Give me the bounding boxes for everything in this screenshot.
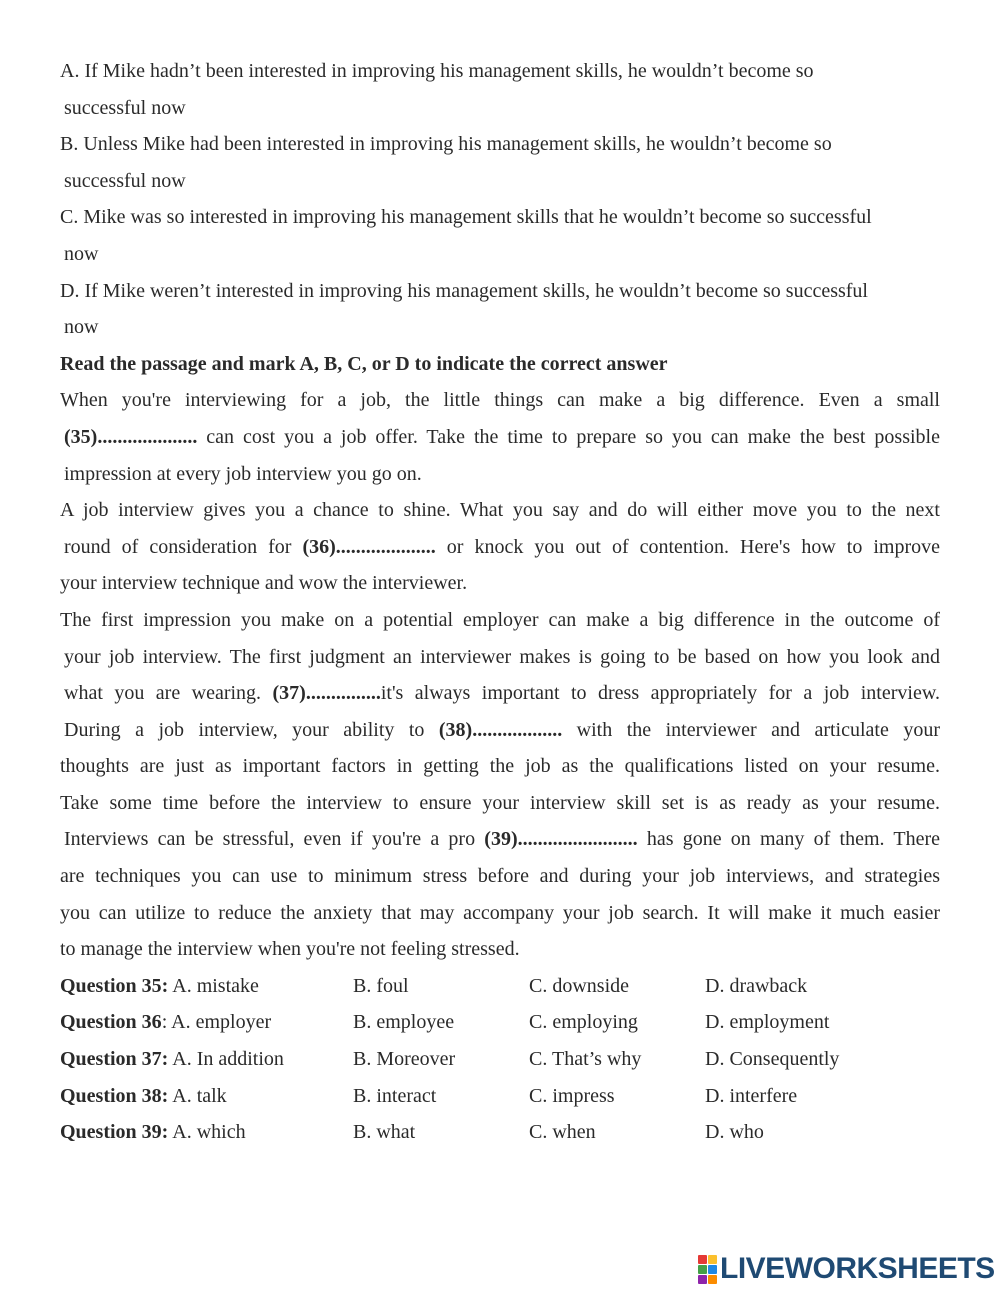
passage-line: thoughts are just as important factors in getting the job as the qualifications listed on your resume. bbox=[60, 755, 940, 778]
answer-d[interactable]: D. employment bbox=[705, 1011, 830, 1034]
question-label: Question 39: bbox=[60, 1121, 169, 1144]
answer-a[interactable]: A. mistake bbox=[172, 974, 259, 997]
passage-line: your interview technique and wow the interviewer. bbox=[60, 572, 468, 595]
blank-39: (39)........................ bbox=[484, 828, 638, 851]
passage-line: are techniques you can use to minimum stress before and during your job interviews, and strategies bbox=[60, 865, 940, 888]
option-b-line2: successful now bbox=[64, 169, 186, 192]
instruction-heading: Read the passage and mark A, B, C, or D to indicate the correct answer bbox=[60, 352, 668, 375]
answer-c[interactable]: C. when bbox=[529, 1121, 596, 1144]
answer-b[interactable]: B. foul bbox=[353, 974, 409, 997]
passage-line: A job interview gives you a chance to shine. What you say and do will either move you to the next bbox=[60, 499, 940, 522]
passage-line: to manage the interview when you're not feeling stressed. bbox=[60, 938, 520, 961]
option-b-line1: B. Unless Mike had been interested in improving his management skills, he wouldn’t become so bbox=[60, 133, 832, 156]
answer-a[interactable]: A. employer bbox=[171, 1011, 272, 1034]
option-c-line1: C. Mike was so interested in improving his management skills that he wouldn’t become so successful bbox=[60, 206, 872, 229]
option-a-line1: A. If Mike hadn’t been interested in improving his management skills, he wouldn’t become so bbox=[60, 60, 814, 82]
answer-c[interactable]: C. downside bbox=[529, 974, 629, 997]
answer-b[interactable]: B. interact bbox=[353, 1084, 437, 1107]
answer-a[interactable]: A. talk bbox=[172, 1084, 227, 1107]
answer-c[interactable]: C. That’s why bbox=[529, 1048, 642, 1071]
question-36-row: Question 36: A. employer B. employee C. employing D. employment bbox=[60, 1004, 940, 1041]
passage-line: The first impression you make on a potential employer can make a big difference in the outcome of bbox=[60, 608, 940, 631]
option-c-line2: now bbox=[64, 242, 99, 265]
answer-c[interactable]: C. employing bbox=[529, 1011, 638, 1034]
question-35-row bbox=[60, 968, 940, 1005]
logo-square bbox=[698, 1275, 707, 1284]
answer-b[interactable]: B. employee bbox=[353, 1011, 455, 1034]
blank-35: (35).................... bbox=[64, 425, 198, 448]
answer-d[interactable]: D. interfere bbox=[705, 1084, 798, 1107]
answer-d[interactable]: D. who bbox=[705, 1121, 764, 1144]
option-d-line1: D. If Mike weren’t interested in improving his management skills, he wouldn’t become so successful bbox=[60, 279, 868, 302]
question-39-row bbox=[60, 1114, 940, 1151]
passage-line: Interviews can be stressful, even if you're a pro (39)........................ has gone on many of them. There bbox=[64, 828, 940, 851]
passage-line: During a job interview, your ability to (38).................. with the interviewer and articulate your bbox=[64, 718, 940, 741]
question-37-row bbox=[60, 1041, 940, 1078]
answer-a[interactable]: A. In addition bbox=[172, 1048, 284, 1071]
passage-line: your job interview. The first judgment an interviewer makes is going to be based on how you look and bbox=[64, 645, 940, 668]
question-label: Question 36 bbox=[60, 1011, 162, 1034]
logo-text: LIVEWORKSHEETS bbox=[720, 1252, 995, 1285]
passage-line: you can utilize to reduce the anxiety that may accompany your job search. It will make it much easier bbox=[60, 901, 940, 924]
logo-square bbox=[708, 1275, 717, 1284]
question-label: Question 37: bbox=[60, 1048, 169, 1071]
liveworksheets-logo[interactable] bbox=[698, 1252, 995, 1286]
passage-line: round of consideration for (36).................... or knock you out of contention. Here's how to improve bbox=[64, 535, 940, 558]
answer-c[interactable]: C. impress bbox=[529, 1084, 615, 1107]
answer-a[interactable]: A. which bbox=[172, 1121, 246, 1144]
option-a-line2: successful now bbox=[64, 96, 186, 119]
answer-b[interactable]: B. what bbox=[353, 1121, 416, 1144]
logo-square bbox=[708, 1255, 717, 1264]
passage-line: (35).................... can cost you a job offer. Take the time to prepare so you can make the best possible bbox=[64, 425, 940, 448]
passage-line: what you are wearing. (37)...............it's always important to dress appropriately for a job interview. bbox=[64, 682, 940, 705]
liveworksheets-icon bbox=[698, 1255, 717, 1284]
question-38-row bbox=[60, 1078, 940, 1115]
logo-square bbox=[708, 1265, 717, 1274]
option-d-line2: now bbox=[64, 316, 99, 339]
passage-line: When you're interviewing for a job, the little things can make a big difference. Even a small bbox=[60, 389, 940, 412]
logo-square bbox=[698, 1265, 707, 1274]
passage-line: impression at every job interview you go on. bbox=[64, 462, 422, 485]
blank-36: (36).................... bbox=[302, 535, 436, 558]
worksheet-page bbox=[60, 53, 940, 1151]
blank-38: (38).................. bbox=[438, 718, 563, 741]
passage-line: Take some time before the interview to ensure your interview skill set is as ready as your resume. bbox=[60, 791, 940, 814]
answer-d[interactable]: D. drawback bbox=[705, 974, 808, 997]
answer-b[interactable]: B. Moreover bbox=[353, 1048, 456, 1071]
blank-37: (37)............... bbox=[272, 682, 381, 705]
logo-square bbox=[698, 1255, 707, 1264]
question-label: Question 35: bbox=[60, 974, 169, 997]
question-label: Question 38: bbox=[60, 1084, 169, 1107]
answer-d[interactable]: D. Consequently bbox=[705, 1048, 840, 1071]
